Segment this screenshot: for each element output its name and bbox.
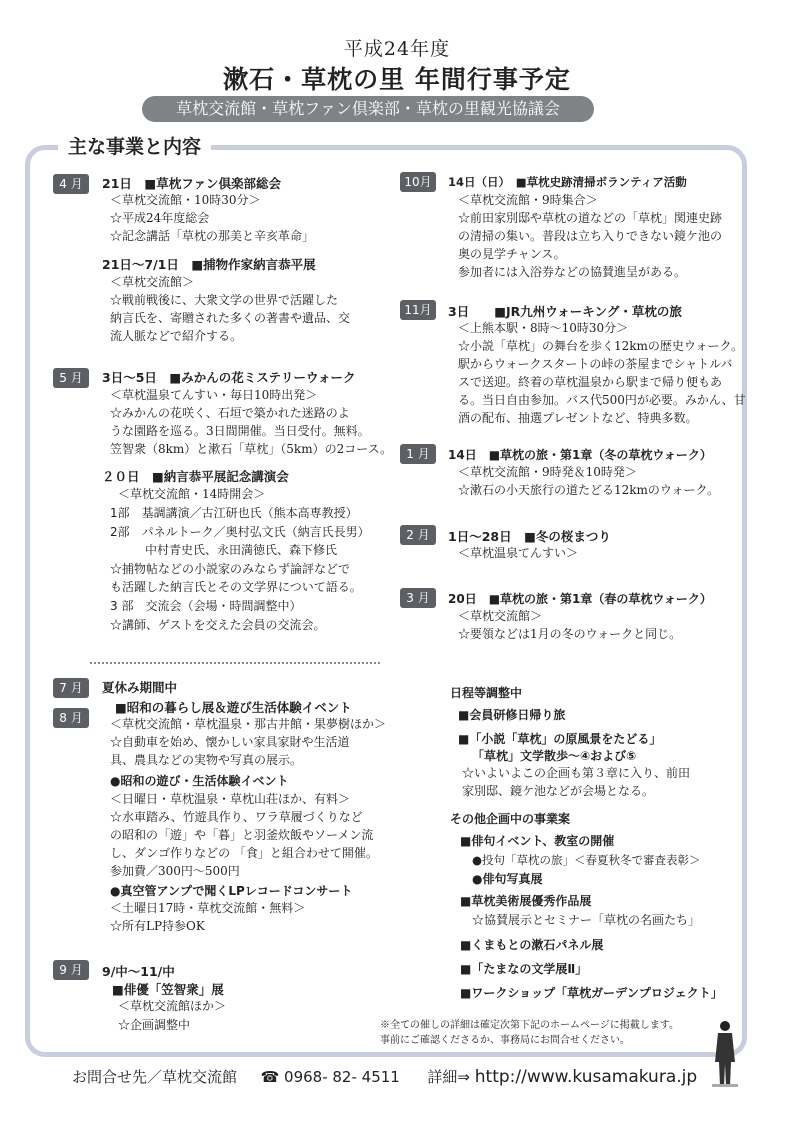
event-line: ☆企画調整中 bbox=[118, 1018, 191, 1032]
month-badge-october: 10月 bbox=[400, 172, 436, 192]
event-head: 14日 ■草枕の旅・第1章（冬の草枕ウォーク） bbox=[448, 448, 712, 462]
other-item: ●俳句写真展 bbox=[472, 872, 543, 886]
event-line: 駅からウォークスタートの峠の茶屋までシャトルバ bbox=[458, 357, 733, 371]
event-line: し、ダンゴ作りなどの 「食」と組合わせて開催。 bbox=[110, 846, 378, 860]
month-badge-march: 3 月 bbox=[400, 588, 436, 608]
event-line: ☆講師、ゲストを交えた会員の交流会。 bbox=[110, 618, 326, 632]
event-head: ■俳優「笠智衆」展 bbox=[112, 982, 224, 997]
other-item: ■ワークショップ「草枕ガーデンプロジェクト」 bbox=[460, 986, 723, 1000]
event-line: ☆捕物帖などの小説家のみならず論評などで bbox=[110, 562, 351, 576]
event-line: 酒の配布、抽選プレゼントなど、特典多数。 bbox=[458, 411, 698, 425]
event-line: ＜草枕交流館＞ bbox=[458, 609, 543, 623]
event-line: ☆戦前戦後に、大衆文学の世界で活躍した bbox=[110, 293, 339, 307]
phone-number: ☎ 0968- 82- 4511 bbox=[260, 1068, 400, 1086]
event-head: 3日～5日 ■みかんの花ミステリーウォーク bbox=[102, 370, 356, 385]
event-head: 3日 ■JR九州ウォーキング・草枕の旅 bbox=[448, 304, 682, 319]
other-title: その他企画中の事業案 bbox=[450, 812, 571, 826]
event-line: の昭和の「遊」や「暮」と羽釜炊飯やソーメン流 bbox=[110, 828, 374, 842]
event-line: ☆漱石の小天旅行の道たどる12kmのウォーク。 bbox=[458, 483, 719, 497]
month-badge-january: 1 月 bbox=[400, 444, 436, 464]
event-line: ＜上熊本駅・8時～10時30分＞ bbox=[458, 321, 629, 335]
event-line: ＜草枕交流館・14時開会＞ bbox=[118, 487, 266, 501]
event-head: 21日 ■草枕ファン倶楽部総会 bbox=[102, 176, 281, 191]
event-line: ＜草枕交流館・10時30分＞ bbox=[110, 193, 261, 207]
other-item: ■草枕美術展優秀作品展 bbox=[460, 894, 592, 908]
website-link[interactable]: http://www.kusamakura.jp bbox=[474, 1067, 698, 1087]
event-line: ☆水車踏み、竹遊具作り、ワラ草履づくりなど bbox=[110, 810, 363, 824]
header-year: 平成24年度 bbox=[343, 38, 451, 60]
event-line: 納言氏を、寄贈された多くの著書や遺品、交 bbox=[110, 311, 351, 325]
event-head: 20日 ■草枕の旅・第1章（春の草枕ウォーク） bbox=[448, 592, 712, 606]
event-line: 参加費／300円～500円 bbox=[110, 864, 240, 878]
contact-label: お問合せ先／草枕交流館 bbox=[72, 1068, 238, 1086]
section-title: 主な事業と内容 bbox=[58, 132, 211, 159]
event-line: ＜土曜日17時・草枕交流館・無料＞ bbox=[110, 901, 306, 915]
month-badge-april: 4 月 bbox=[53, 174, 89, 194]
event-head: 14日（日） ■草枕史跡清掃ボランティア活動 bbox=[448, 175, 687, 189]
event-line: ☆要領などは1月の冬のウォークと同じ。 bbox=[458, 627, 682, 641]
event-head: ■昭和の暮らし展＆遊び生活体験イベント bbox=[115, 700, 352, 715]
event-line: ☆小説「草枕」の舞台を歩く12kmの歴史ウォーク。 bbox=[458, 339, 743, 353]
event-line: 参加者には入浴券などの協賛進呈がある。 bbox=[458, 265, 687, 279]
month-badge-may: 5 月 bbox=[53, 368, 89, 388]
event-line: も活躍した納言氏とその文学界について語る。 bbox=[110, 580, 362, 594]
month-badge-november: 11月 bbox=[400, 300, 436, 320]
event-line: ＜日曜日・草枕温泉・草枕山荘ほか、有料＞ bbox=[110, 792, 351, 806]
event-head: ２０日 ■納言恭平展記念講演会 bbox=[102, 469, 289, 484]
event-line: る。当日自由参加。バス代500円が必要。みかん、甘 bbox=[458, 393, 746, 407]
event-head: 21日～7/1日 ■捕物作家納言恭平展 bbox=[102, 257, 316, 272]
event-line: ☆記念講話「草枕の那美と辛亥革命」 bbox=[110, 229, 315, 243]
event-line: ＜草枕温泉てんすい＞ bbox=[458, 546, 579, 560]
event-line: 奥の見学チャンス。 bbox=[458, 247, 566, 261]
event-line: 家別邸、鏡ケ池などが会場となる。 bbox=[462, 784, 655, 798]
event-line: ☆所有LP持参OK bbox=[110, 919, 205, 933]
other-item: ■くまもとの漱石パネル展 bbox=[460, 938, 604, 952]
event-line: ☆みかんの花咲く、石垣で築かれた迷路のよ bbox=[110, 406, 350, 420]
event-line: ＜草枕交流館・9時発＆10時発＞ bbox=[458, 465, 637, 479]
event-line: ☆前田家別邸や草枕の道などの「草枕」関連史跡 bbox=[458, 211, 723, 225]
event-line: ☆自動車を始め、懐かしい家具家財や生活道 bbox=[110, 735, 350, 749]
footer-contact bbox=[72, 1066, 697, 1087]
month-badge-september: 9 月 bbox=[53, 960, 89, 980]
program-part: 1部 基調講演／古江研也氏（熊本高専教授） bbox=[110, 506, 358, 520]
other-item: ●投句「草枕の旅」＜春夏秋冬で審査表彰＞ bbox=[472, 853, 701, 867]
event-line: ☆いよいよこの企画も第３章に入り、前田 bbox=[462, 766, 691, 780]
program-part: 2部 パネルトーク／奥村弘文氏（納言氏長男） bbox=[110, 525, 370, 539]
event-line: ＜草枕温泉てんすい・毎日10時出発＞ bbox=[110, 388, 318, 402]
soseki-figure-icon bbox=[704, 1018, 746, 1090]
event-line: 具、農具などの実物や写真の展示。 bbox=[110, 753, 303, 767]
event-line: ＜草枕交流館＞ bbox=[110, 275, 195, 289]
month-badge-august: 8 月 bbox=[53, 708, 89, 728]
event-head: 1日～28日 ■冬の桜まつり bbox=[448, 529, 611, 544]
divider bbox=[90, 662, 380, 664]
schedule-title: 日程等調整中 bbox=[450, 686, 523, 700]
other-item: ■俳句イベント、教室の開催 bbox=[460, 834, 615, 848]
schedule-item: ■会員研修日帰り旅 bbox=[458, 708, 566, 722]
event-line: ＜草枕交流館ほか＞ bbox=[118, 999, 227, 1013]
month-badge-july: 7 月 bbox=[53, 678, 89, 698]
event-line: うな園路を巡る。3日間開催。当日受付。無料。 bbox=[110, 424, 370, 438]
note-line: 事前にご確認くださるか、事務局にお問合せください。 bbox=[380, 1035, 630, 1046]
event-line: の清掃の集い。普段は立ち入りできない鏡ケ池の bbox=[458, 229, 723, 243]
event-line: スで送迎。終着の草枕温泉から駅まで帰り便もあ bbox=[458, 375, 723, 389]
event-line: ☆平成24年度総会 bbox=[110, 211, 210, 225]
event-head: 9/中～11/中 bbox=[102, 964, 175, 979]
event-head: 夏休み期間中 bbox=[102, 680, 178, 695]
program-part: 3 部 交流会（会場・時間調整中） bbox=[110, 599, 302, 613]
detail-label: 詳細⇒ bbox=[427, 1068, 470, 1086]
schedule-item: ■「小説「草枕」の原風景をたどる」 bbox=[458, 732, 662, 746]
event-line: 笠智衆（8km）と漱石「草枕」（5km）の2コース。 bbox=[110, 442, 392, 456]
event-line: 流人脈などで紹介する。 bbox=[110, 329, 243, 343]
organizers-band: 草枕交流館・草枕ファン倶楽部・草枕の里観光協議会 bbox=[142, 96, 594, 122]
program-part: 中村青史氏、永田満徳氏、森下修氏 bbox=[145, 543, 338, 557]
sub-event: ●昭和の遊び・生活体験イベント bbox=[110, 774, 289, 788]
other-item: ■「たまなの文学展Ⅱ」 bbox=[460, 962, 588, 976]
event-line: ＜草枕交流館・9時集合＞ bbox=[458, 193, 598, 207]
sub-event: ●真空管アンプで聞くLPレコードコンサート bbox=[110, 884, 353, 898]
note-line: ※全ての催しの詳細は確定次第下記のホームページに掲載します。 bbox=[380, 1020, 679, 1031]
header-title: 漱石・草枕の里 年間行事予定 bbox=[223, 65, 571, 94]
schedule-item: 「草枕」文学散歩～④および⑤ bbox=[472, 749, 637, 763]
month-badge-february: 2 月 bbox=[400, 525, 436, 545]
other-item: ☆協賛展示とセミナー「草枕の名画たち」 bbox=[472, 913, 701, 927]
event-line: ＜草枕交流館・草枕温泉・那古井館・果夢樹ほか＞ bbox=[110, 717, 387, 731]
